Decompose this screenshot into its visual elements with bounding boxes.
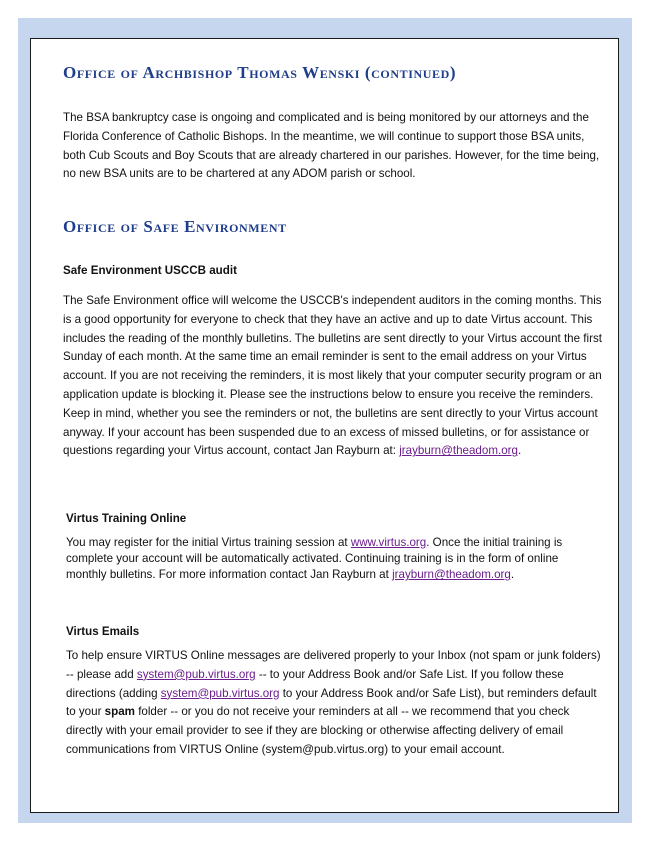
emails-text-1: To help ensure VIRTUS Online messages are delivered properly to your Inbox (not spam or junk folders) -- please add: [66, 649, 601, 681]
emails-heading: Virtus Emails: [66, 625, 140, 638]
training-paragraph: [66, 535, 600, 584]
training-heading: Virtus Training Online: [66, 512, 187, 525]
audit-paragraph: [63, 292, 603, 461]
training-text-1: You may register for the initial Virtus training session at: [66, 536, 351, 549]
emails-text-2: -- to your Address Book and/or Safe List. If you follow these directions (adding: [66, 667, 564, 700]
system-email-link-2[interactable]: system@pub.virtus.org: [160, 686, 280, 700]
section-title-safe-environment: Office of Safe Environment: [63, 217, 287, 236]
bsa-paragraph: The BSA bankruptcy case is ongoing and complicated and is being monitored by our attorneys and the Florida Conference of Catholic Bishops. In the meantime, we will continue to support those BSA units, both Cub Scouts and Boy Scouts that are already chartered in our parishes. However, for the time being, no new BSA units are to be chartered at any ADOM parish or school.: [63, 111, 600, 181]
document-page: [30, 38, 619, 813]
section-title-archbishop: Office of Archbishop Thomas Wenski (continued): [63, 63, 457, 82]
audit-end: .: [517, 444, 522, 458]
training-end: .: [510, 568, 515, 582]
emails-text-4: folder -- or you do not receive your reminders at all -- we recommend that you check directly with your email provider to see if they are blocking or otherwise affecting delivery of email communications from VIRTUS Online (system@pub.virtus.org) to your email account.: [66, 705, 570, 756]
system-email-link-1[interactable]: system@pub.virtus.org: [136, 667, 256, 681]
spam-word: spam: [104, 705, 135, 719]
emails-paragraph: [66, 647, 604, 760]
training-email-link[interactable]: jrayburn@theadom.org: [392, 568, 511, 582]
audit-heading: Safe Environment USCCB audit: [63, 264, 237, 277]
emails-text-3: to your Address Book and/or Safe List), but reminders default to your: [66, 686, 597, 719]
audit-email-link[interactable]: jrayburn@theadom.org: [399, 444, 518, 458]
training-text-2: . Once the initial training is complete your account will be automatically activated. Continuing training is in the form of online monthly bulletins. For more information contact Jan Rayburn at: [66, 536, 563, 582]
audit-text: The Safe Environment office will welcome the USCCB's independent auditors in the coming months. This is a good opportunity for everyone to check that they have an active and up to date Virtus account. This includes the reading of the monthly bulletins. The bulletins are sent directly to your Virtus account the first Sunday of each month. At the same time an email reminder is sent to the email address on your Virtus account. If you are not receiving the reminders, it is most likely that your computer security program or an application update is blocking it. Please see the instructions below to ensure you receive the reminders. Keep in mind, whether you see the reminders or not, the bulletins are sent directly to your Virtus account anyway. If your account has been suspended due to an excess of missed bulletins, or for assistance or questions regarding your Virtus account, contact Jan Rayburn at:: [63, 294, 602, 458]
virtus-website-link[interactable]: www.virtus.org: [350, 536, 427, 549]
